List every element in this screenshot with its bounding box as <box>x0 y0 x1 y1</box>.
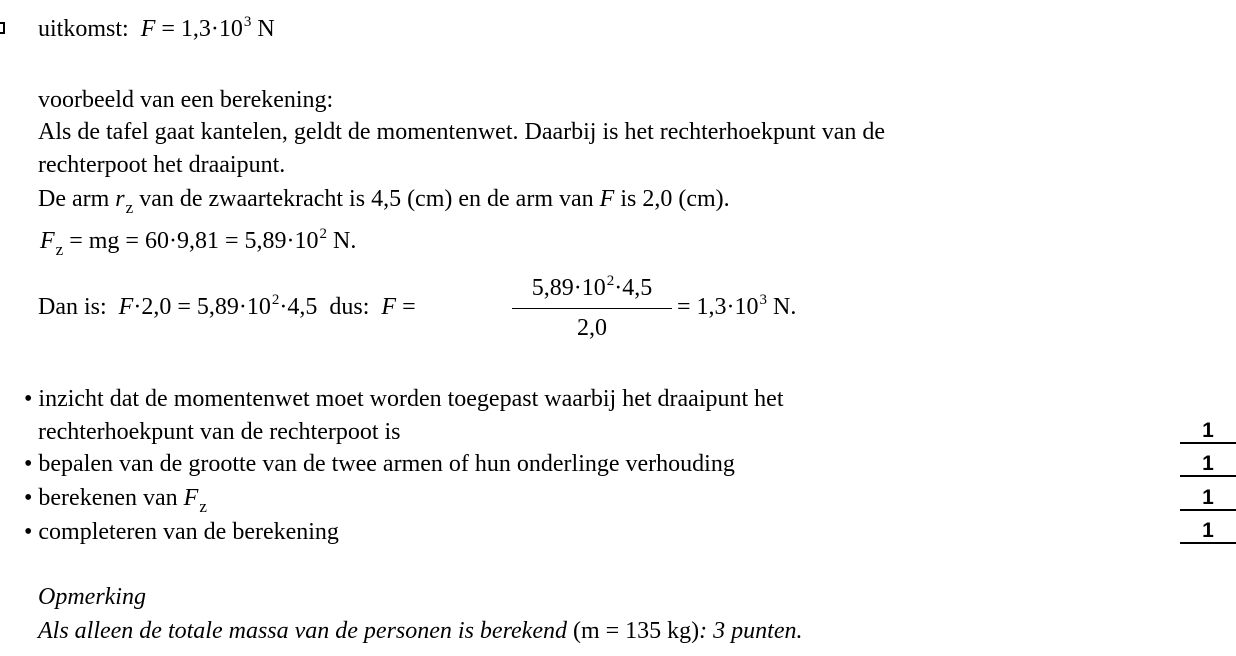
answer-line: uitkomst: $F = 1,3\cdot 10^3$ N <box>38 14 275 42</box>
fraction-numerator: $5,89\cdot 10^2\cdot 4,5$ <box>531 273 653 301</box>
criterion-3: • berekenen van $F_z$ <box>24 485 207 516</box>
answer-rhs: 1,3·10 <box>180 16 243 42</box>
remark-text: Als alleen de totale massa van de personen is berekend (m = 135 kg): 3 punten. <box>38 618 803 644</box>
example-line-2: rechterpoot het draaipunt. <box>38 152 286 178</box>
answer-lhs: F <box>140 16 156 42</box>
equation-result: = $1,3\cdot 10^3$ N. <box>677 292 797 320</box>
answer-unit: N <box>257 16 275 42</box>
criterion-1: • inzicht dat de momentenwet moet worden toegepast waarbij het draaipunt het <box>24 386 784 412</box>
score-1: 1 <box>1180 420 1236 444</box>
equation-gravity: $F_z$ = mg = $60\cdot 9,81 = 5,89\cdot 10^2$ N. <box>40 226 357 259</box>
remark-title: Opmerking <box>38 584 146 610</box>
score-3: 1 <box>1180 487 1236 511</box>
answer-checkbox[interactable] <box>0 22 5 34</box>
equation-moment: Dan is: $F\cdot 2,0 = 5,89\cdot 10^2\cdot 4,5$ dus: F = <box>38 292 416 320</box>
example-heading: voorbeeld van een berekening: <box>38 87 334 113</box>
score-2: 1 <box>1180 453 1236 477</box>
fraction-denominator: 2,0 <box>577 315 607 341</box>
answer-exponent: 3 <box>243 14 252 30</box>
criterion-4: • completeren van de berekening <box>24 519 339 545</box>
example-line-3: De arm $r_z$ van de zwaartekracht is 4,5 (cm) en de arm van F is 2,0 (cm). <box>38 186 730 217</box>
fraction-bar <box>512 308 672 309</box>
criterion-2: • bepalen van de grootte van de twee armen of hun onderlinge verhouding <box>24 451 735 477</box>
remark-mass: (m = 135 kg) <box>572 618 700 644</box>
answer-label: uitkomst: <box>38 16 129 42</box>
criterion-1-cont: rechterhoekpunt van de rechterpoot is <box>38 419 401 445</box>
example-line-1: Als de tafel gaat kantelen, geldt de momentenwet. Daarbij is het rechterhoekpunt van de <box>38 119 886 145</box>
score-4: 1 <box>1180 520 1236 544</box>
